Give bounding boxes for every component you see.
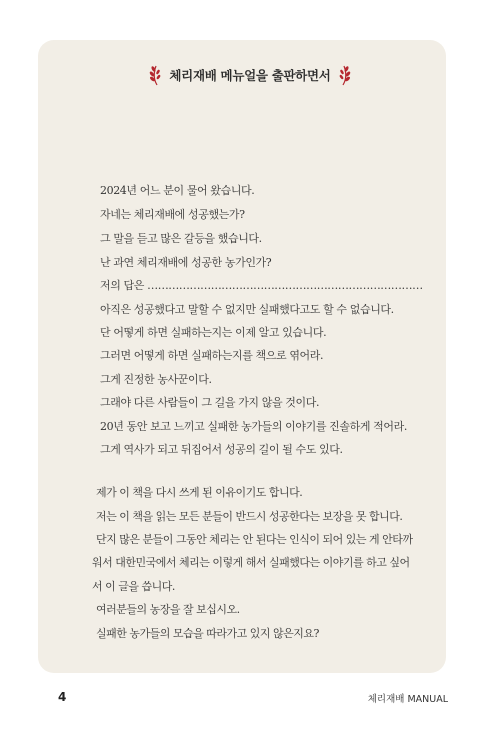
- text-line: 그러면 어떻게 하면 실패하는지를 책으로 엮어라.: [100, 349, 324, 362]
- text-line: 저의 답은 ……………………………………………………………………: [100, 279, 423, 292]
- text-line: 난 과연 체리재배에 성공한 농가인가?: [100, 256, 272, 269]
- text-line: 저는 이 책을 읽는 모든 분들이 반드시 성공한다는 보장을 못 합니다.: [96, 510, 403, 523]
- laurel-right-icon: [339, 64, 353, 86]
- text-line: 워서 대한민국에서 체리는 이렇게 해서 실패했다는 이야기를 하고 싶어: [92, 556, 410, 569]
- section-header: [0, 64, 500, 86]
- page-number: 4: [58, 690, 67, 704]
- text-line: 여러분들의 농장을 잘 보십시오.: [96, 603, 240, 616]
- text-line: 그게 역사가 되고 뒤집어서 성공의 길이 될 수도 있다.: [100, 443, 343, 456]
- page-title: 체리재배 메뉴얼을 출판하면서: [169, 68, 331, 83]
- running-title: 체리재배 MANUAL: [367, 694, 448, 705]
- text-line: 실패한 농가들의 모습을 따라가고 있지 않은지요?: [96, 627, 319, 640]
- text-line: 자네는 체리재배에 성공했는가?: [100, 208, 245, 221]
- text-line: 아직은 성공했다고 말할 수 없지만 실패했다고도 할 수 없습니다.: [100, 303, 394, 316]
- text-line: 2024년 어느 분이 물어 왔습니다.: [100, 184, 255, 197]
- text-line: 그래야 다른 사람들이 그 길을 가지 않을 것이다.: [100, 396, 320, 409]
- laurel-left-icon: [147, 64, 161, 86]
- text-line: 20년 동안 보고 느끼고 실패한 농가들의 이야기를 진솔하게 적어라.: [100, 420, 407, 433]
- text-line: 그 말을 듣고 많은 갈등을 했습니다.: [100, 232, 262, 245]
- text-line: 단지 많은 분들이 그동안 체리는 안 된다는 인식이 되어 있는 게 안타까: [96, 533, 413, 546]
- text-line: 제가 이 책을 다시 쓰게 된 이유이기도 합니다.: [96, 486, 303, 499]
- text-line: 서 이 글을 씁니다.: [92, 580, 175, 593]
- text-line: 그게 진정한 농사꾼이다.: [100, 373, 212, 386]
- text-line: 단 어떻게 하면 실패하는지는 이제 알고 있습니다.: [100, 326, 327, 339]
